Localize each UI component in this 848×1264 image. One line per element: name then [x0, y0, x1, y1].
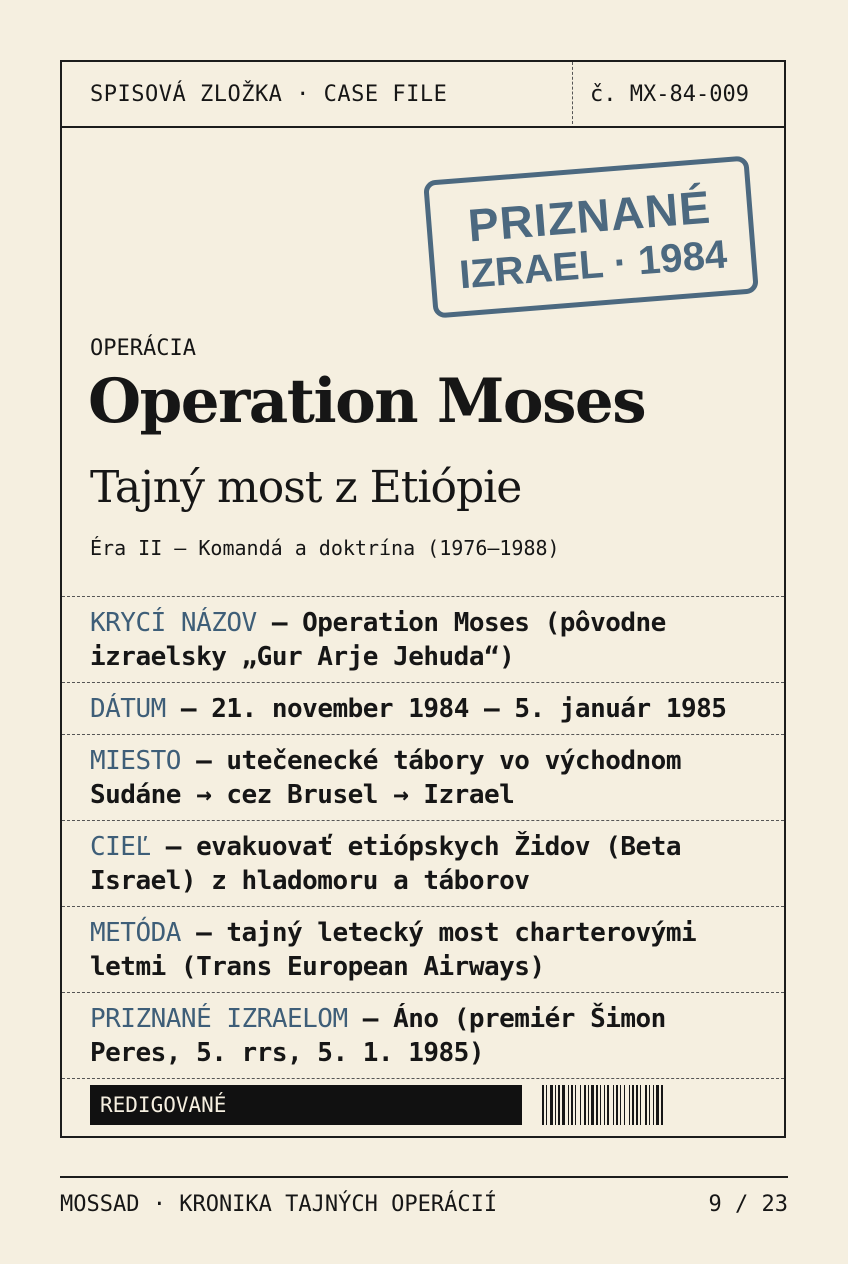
barcode-bar — [653, 1085, 654, 1125]
fact-row-date — [62, 682, 784, 734]
fact-separator: — — [165, 694, 212, 724]
fact-separator: — — [347, 1004, 394, 1034]
fact-separator: — — [150, 832, 197, 862]
fact-value: Áno (premiér Šimon Peres, 5. rrs, 5. 1. 1985) — [90, 1004, 666, 1068]
barcode-bar — [620, 1085, 621, 1125]
page-number: 9 / 23 — [708, 1192, 788, 1217]
barcode-bar — [580, 1085, 581, 1125]
fact-row-method — [62, 906, 784, 992]
barcode-bar — [607, 1085, 609, 1125]
fact-separator: — — [180, 746, 227, 776]
barcode-bar — [600, 1085, 601, 1125]
barcode-bar — [591, 1085, 594, 1125]
fact-list — [62, 596, 784, 1079]
header-divider — [572, 62, 573, 124]
fact-separator: — — [180, 918, 227, 948]
footer-series-title: MOSSAD · KRONIKA TAJNÝCH OPERÁCIÍ — [60, 1192, 498, 1217]
barcode-bar — [588, 1085, 589, 1125]
fact-row-location — [62, 734, 784, 820]
fact-value: Operation Moses (pôvodne izraelsky „Gur Arje Jehuda“) — [90, 608, 666, 672]
era-line: Éra II — Komandá a doktrína (1976–1988) — [90, 536, 560, 560]
fact-label: DÁTUM — [90, 694, 166, 724]
barcode-bar — [596, 1085, 598, 1125]
barcode-bar — [661, 1085, 663, 1125]
acknowledged-stamp — [423, 155, 759, 318]
fact-separator: — — [256, 608, 303, 638]
barcode-bar — [542, 1085, 544, 1125]
barcode-bar — [624, 1085, 625, 1125]
fact-value: 21. november 1984 – 5. január 1985 — [211, 694, 727, 724]
case-file-card — [60, 60, 786, 1138]
barcode-bar — [550, 1085, 553, 1125]
barcode-bar — [584, 1085, 586, 1125]
barcode-bar — [546, 1085, 547, 1125]
fact-row-acknowledged — [62, 992, 784, 1079]
card-header — [62, 62, 784, 128]
barcode-bar — [555, 1085, 556, 1125]
barcode-bar — [613, 1085, 614, 1125]
fact-row-codename — [62, 596, 784, 682]
barcode-bar — [562, 1085, 565, 1125]
case-file-label: SPISOVÁ ZLOŽKA · CASE FILE — [90, 82, 448, 107]
barcode — [542, 1085, 766, 1125]
barcode-bar — [632, 1085, 634, 1125]
fact-value: evakuovať etiópskych Židov (Beta Israel) z hladomoru a táborov — [90, 832, 681, 896]
fact-row-goal — [62, 820, 784, 906]
operation-subtitle: Tajný most z Etiópie — [90, 462, 522, 513]
barcode-bar — [656, 1085, 659, 1125]
barcode-bar — [645, 1085, 647, 1125]
footer-rule — [60, 1176, 788, 1178]
fact-label: CIEĽ — [90, 832, 151, 862]
barcode-bar — [616, 1085, 618, 1125]
operation-kicker: OPERÁCIA — [90, 336, 196, 361]
barcode-bar — [571, 1085, 573, 1125]
fact-label: PRIZNANÉ IZRAELOM — [90, 1004, 348, 1034]
barcode-bar — [629, 1085, 630, 1125]
barcode-bar — [640, 1085, 641, 1125]
barcode-bar — [649, 1085, 650, 1125]
operation-title: Operation Moses — [88, 366, 646, 437]
fact-label: KRYCÍ NÁZOV — [90, 608, 257, 638]
barcode-bar — [636, 1085, 638, 1125]
barcode-bar — [568, 1085, 569, 1125]
fact-value: utečenecké tábory vo východnom Sudáne → cez Brusel → Izrael — [90, 746, 681, 810]
barcode-bar — [558, 1085, 560, 1125]
fact-value: tajný letecký most charterovými letmi (Trans European Airways) — [90, 918, 697, 982]
barcode-bar — [575, 1085, 576, 1125]
case-number: č. MX-84-009 — [590, 82, 749, 107]
fact-label: METÓDA — [90, 918, 181, 948]
barcode-bar — [604, 1085, 605, 1125]
stamp-line-1: PRIZNANÉ — [466, 180, 713, 252]
fact-label: MIESTO — [90, 746, 181, 776]
redacted-bar: REDIGOVANÉ — [90, 1085, 522, 1125]
stamp-line-2: IZRAEL · 1984 — [457, 232, 729, 298]
